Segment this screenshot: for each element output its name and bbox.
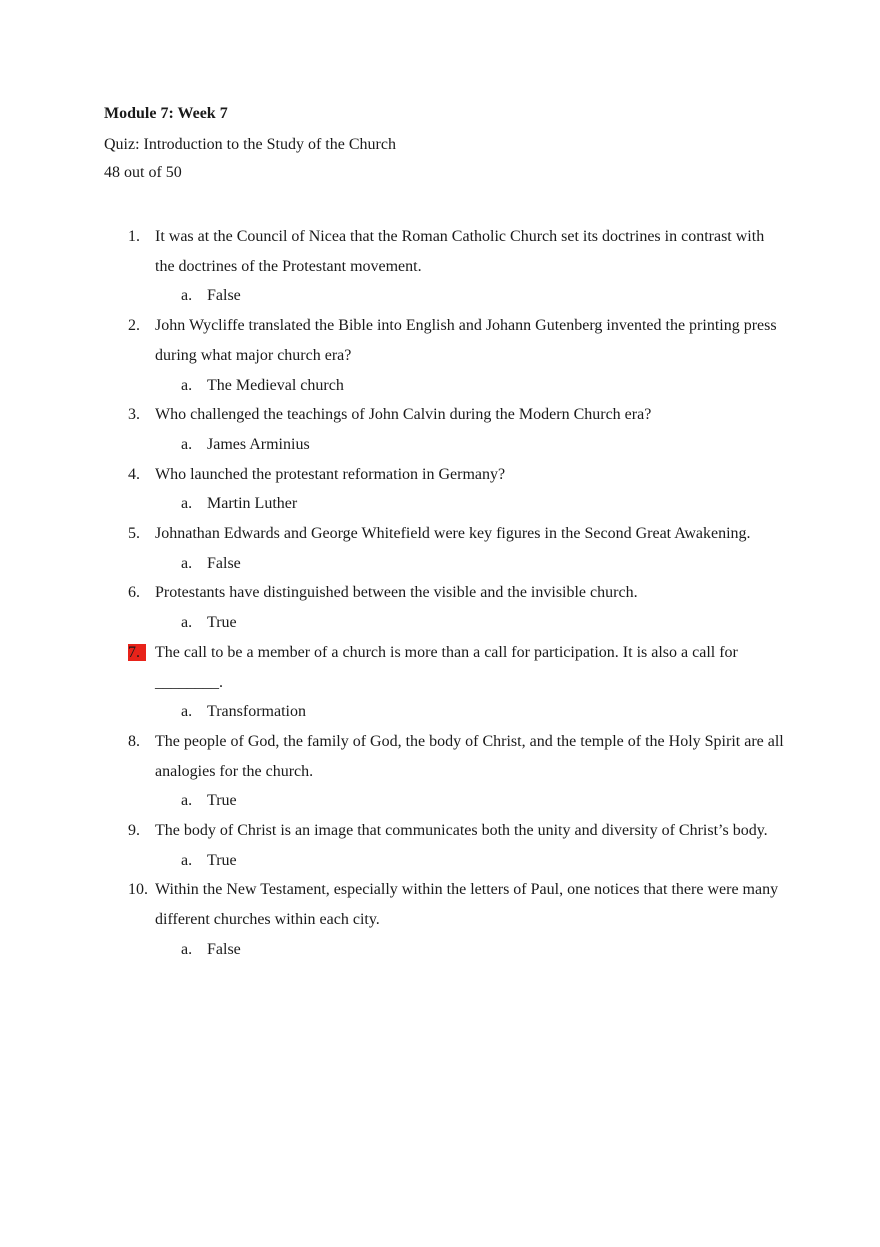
question-number: 8. [128, 732, 140, 750]
question-text: Johnathan Edwards and George Whitefield were key figures in the Second Great Awakening. [155, 525, 751, 543]
question-number: 10. [128, 881, 148, 899]
question-number: 1. [128, 228, 140, 245]
question-number: 2. [128, 317, 140, 335]
question-number: 9. [128, 822, 140, 840]
answer-text: False [207, 940, 241, 958]
answer-letter: a. [181, 495, 193, 513]
question-text: The body of Christ is an image that communicates both the unity and diversity of Christ’s body. [155, 822, 768, 840]
question-text: It was at the Council of Nicea that the Roman Catholic Church set its doctrines in contrast with the doctrines of the Protestant movement. [155, 228, 765, 275]
answer-item [181, 281, 784, 311]
answer-text: True [207, 851, 237, 869]
question-text: The people of God, the family of God, the body of Christ, and the temple of the Holy Spirit are all analogies for the church. [155, 732, 784, 780]
answer-item [181, 430, 784, 460]
question-item [104, 578, 784, 637]
answer-letter: a. [181, 435, 193, 453]
question-number: 6. [128, 584, 140, 602]
answer-item [181, 371, 784, 401]
question-item [104, 727, 784, 816]
answer-letter: a. [181, 376, 193, 394]
answer-text: The Medieval church [207, 376, 344, 394]
question-text: Within the New Testament, especially within the letters of Paul, one notices that there were many different churches within each city. [155, 881, 779, 929]
question-text: Who launched the protestant reformation in Germany? [155, 465, 506, 483]
question-number: 4. [128, 465, 140, 483]
answer-letter: a. [181, 554, 193, 572]
page-title: Module 7: Week 7 [104, 105, 228, 122]
question-text: Who challenged the teachings of John Calvin during the Modern Church era? [155, 406, 652, 424]
quiz-score: 48 out of 50 [104, 164, 182, 181]
quiz-name: Quiz: Introduction to the Study of the Church [104, 136, 396, 153]
answer-item [181, 489, 784, 519]
answer-text: Transformation [207, 703, 306, 721]
question-item [104, 222, 784, 311]
question-item [104, 875, 784, 964]
answer-letter: a. [181, 287, 193, 305]
question-item [104, 816, 784, 875]
answer-text: False [207, 554, 241, 572]
question-item [104, 460, 784, 519]
answer-text: False [207, 287, 241, 305]
question-number: 3. [128, 406, 140, 424]
answer-item [181, 608, 784, 638]
answer-text: Martin Luther [207, 495, 298, 513]
question-text: Protestants have distinguished between the visible and the invisible church. [155, 584, 638, 602]
question-number: 5. [128, 525, 140, 543]
question-text: John Wycliffe translated the Bible into English and Johann Gutenberg invented the printing press during what major church era? [155, 317, 777, 364]
flagged-question-number [128, 638, 154, 668]
question-item [104, 519, 784, 578]
question-list [104, 222, 784, 965]
answer-text: James Arminius [207, 435, 310, 453]
answer-item [181, 935, 784, 965]
answer-item [181, 846, 784, 876]
question-item [104, 400, 784, 459]
answer-item [181, 549, 784, 579]
answer-letter: a. [181, 792, 193, 810]
answer-text: True [207, 792, 237, 810]
highlight-marker: 7. [128, 644, 146, 661]
answer-letter: a. [181, 703, 193, 721]
answer-item [181, 786, 784, 816]
answer-letter: a. [181, 614, 193, 632]
answer-item [181, 697, 784, 727]
answer-text: True [207, 614, 237, 632]
question-text: The call to be a member of a church is more than a call for participation. It is also a call for ________. [155, 643, 738, 691]
answer-letter: a. [181, 940, 193, 958]
question-item [104, 311, 784, 400]
answer-letter: a. [181, 851, 193, 869]
question-item-flagged [104, 638, 784, 727]
